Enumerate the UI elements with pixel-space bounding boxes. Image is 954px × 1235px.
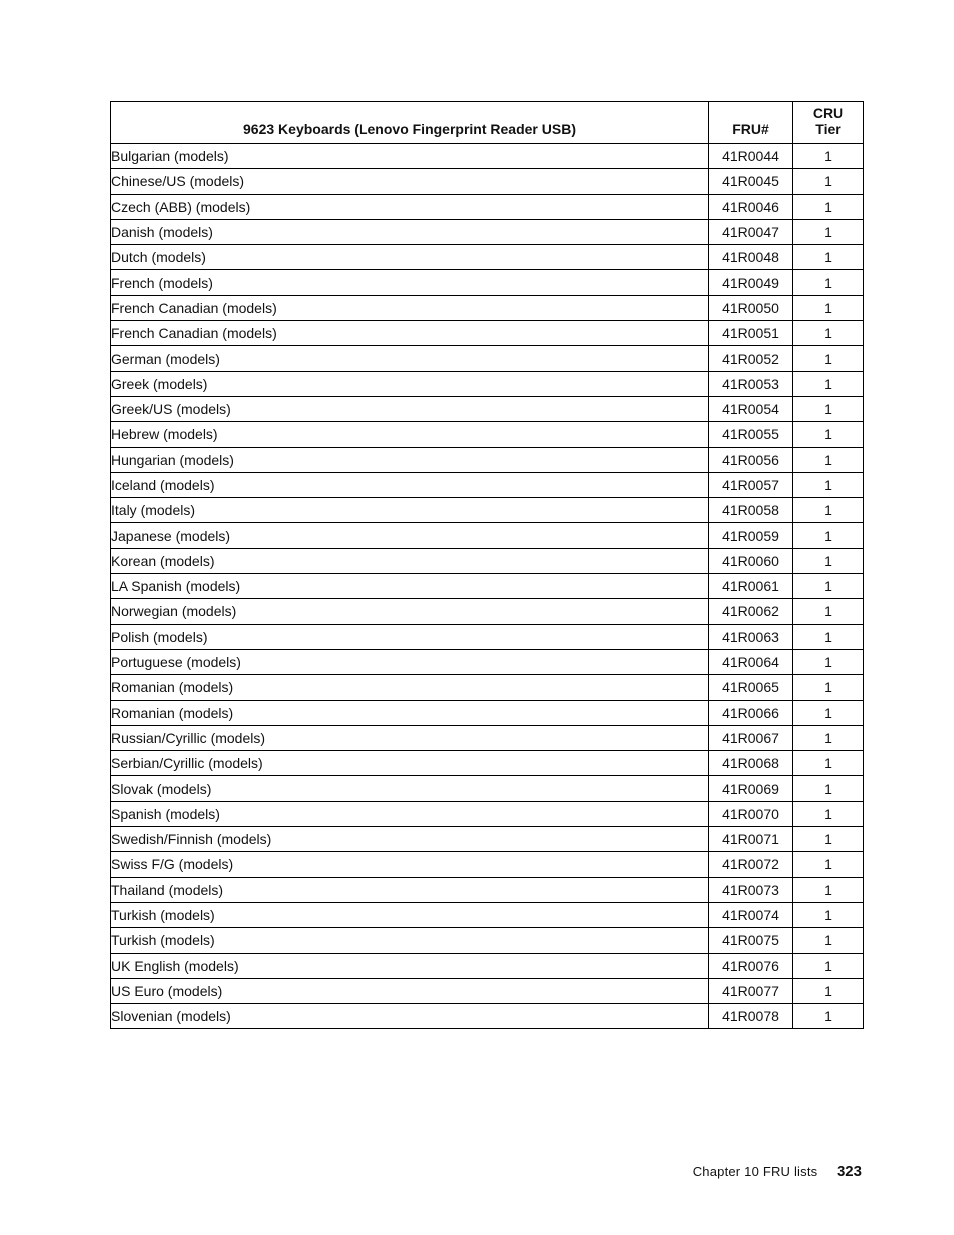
keyboard-name-cell: Slovenian (models): [111, 1004, 709, 1029]
fru-number-cell: 41R0071: [709, 827, 793, 852]
keyboard-name-cell: Russian/Cyrillic (models): [111, 725, 709, 750]
keyboard-name-cell: Bulgarian (models): [111, 144, 709, 169]
header-keyboard-name: 9623 Keyboards (Lenovo Fingerprint Reader USB): [111, 102, 709, 144]
fru-number-cell: 41R0057: [709, 472, 793, 497]
keyboard-name-cell: French Canadian (models): [111, 321, 709, 346]
table-row: [111, 270, 864, 295]
cru-tier-cell: 1: [793, 953, 864, 978]
table-row: [111, 675, 864, 700]
table-row: [111, 902, 864, 927]
cru-tier-cell: 1: [793, 978, 864, 1003]
fru-number-cell: 41R0055: [709, 422, 793, 447]
fru-number-cell: 41R0072: [709, 852, 793, 877]
cru-tier-cell: 1: [793, 169, 864, 194]
keyboard-name-cell: Thailand (models): [111, 877, 709, 902]
cru-tier-cell: 1: [793, 498, 864, 523]
cru-tier-cell: 1: [793, 599, 864, 624]
page-footer: [693, 1163, 862, 1180]
table-row: [111, 624, 864, 649]
fru-number-cell: 41R0045: [709, 169, 793, 194]
table-row: [111, 447, 864, 472]
fru-number-cell: 41R0069: [709, 776, 793, 801]
cru-tier-cell: 1: [793, 751, 864, 776]
table-row: [111, 144, 864, 169]
fru-number-cell: 41R0056: [709, 447, 793, 472]
fru-number-cell: 41R0046: [709, 194, 793, 219]
fru-number-cell: 41R0073: [709, 877, 793, 902]
keyboard-name-cell: German (models): [111, 346, 709, 371]
cru-tier-cell: 1: [793, 194, 864, 219]
table-row: [111, 194, 864, 219]
cru-tier-cell: 1: [793, 270, 864, 295]
keyboard-name-cell: Hebrew (models): [111, 422, 709, 447]
cru-tier-cell: 1: [793, 245, 864, 270]
keyboard-name-cell: French (models): [111, 270, 709, 295]
table-row: [111, 801, 864, 826]
fru-number-cell: 41R0047: [709, 219, 793, 244]
cru-tier-cell: 1: [793, 523, 864, 548]
cru-tier-cell: 1: [793, 725, 864, 750]
cru-tier-cell: 1: [793, 396, 864, 421]
cru-tier-cell: 1: [793, 877, 864, 902]
cru-tier-cell: 1: [793, 624, 864, 649]
table-row: [111, 700, 864, 725]
cru-tier-cell: 1: [793, 472, 864, 497]
keyboard-name-cell: Hungarian (models): [111, 447, 709, 472]
header-cru-tier-line1: CRU: [812, 105, 844, 121]
table-row: [111, 827, 864, 852]
cru-tier-cell: 1: [793, 548, 864, 573]
fru-number-cell: 41R0059: [709, 523, 793, 548]
fru-number-cell: 41R0060: [709, 548, 793, 573]
cru-tier-cell: 1: [793, 1004, 864, 1029]
fru-number-cell: 41R0061: [709, 574, 793, 599]
cru-tier-cell: 1: [793, 852, 864, 877]
page-number: 323: [836, 1163, 862, 1180]
fru-number-cell: 41R0049: [709, 270, 793, 295]
fru-number-cell: 41R0053: [709, 371, 793, 396]
cru-tier-cell: 1: [793, 574, 864, 599]
table-row: [111, 472, 864, 497]
fru-number-cell: 41R0070: [709, 801, 793, 826]
table-body: [111, 144, 864, 1029]
keyboard-name-cell: Iceland (models): [111, 472, 709, 497]
cru-tier-cell: 1: [793, 144, 864, 169]
cru-tier-cell: 1: [793, 675, 864, 700]
chapter-label: Chapter 10 FRU lists: [692, 1164, 818, 1179]
fru-number-cell: 41R0058: [709, 498, 793, 523]
fru-number-cell: 41R0048: [709, 245, 793, 270]
table-row: [111, 725, 864, 750]
keyboard-name-cell: Chinese/US (models): [111, 169, 709, 194]
fru-number-cell: 41R0066: [709, 700, 793, 725]
table-row: [111, 751, 864, 776]
fru-number-cell: 41R0068: [709, 751, 793, 776]
keyboard-name-cell: Korean (models): [111, 548, 709, 573]
keyboard-name-cell: Portuguese (models): [111, 649, 709, 674]
keyboard-name-cell: Greek (models): [111, 371, 709, 396]
table-row: [111, 649, 864, 674]
keyboard-name-cell: Italy (models): [111, 498, 709, 523]
keyboard-name-cell: Romanian (models): [111, 675, 709, 700]
table-row: [111, 928, 864, 953]
fru-number-cell: 41R0075: [709, 928, 793, 953]
fru-number-cell: 41R0067: [709, 725, 793, 750]
keyboard-name-cell: French Canadian (models): [111, 295, 709, 320]
fru-number-cell: 41R0077: [709, 978, 793, 1003]
table-row: [111, 978, 864, 1003]
header-cru-tier-line2: Tier: [815, 121, 841, 137]
keyboard-name-cell: Czech (ABB) (models): [111, 194, 709, 219]
cru-tier-cell: 1: [793, 776, 864, 801]
table-row: [111, 346, 864, 371]
fru-number-cell: 41R0074: [709, 902, 793, 927]
table-row: [111, 422, 864, 447]
cru-tier-cell: 1: [793, 295, 864, 320]
table-row: [111, 396, 864, 421]
fru-number-cell: 41R0078: [709, 1004, 793, 1029]
fru-number-cell: 41R0044: [709, 144, 793, 169]
fru-number-cell: 41R0050: [709, 295, 793, 320]
cru-tier-cell: 1: [793, 346, 864, 371]
keyboard-name-cell: US Euro (models): [111, 978, 709, 1003]
cru-tier-cell: 1: [793, 801, 864, 826]
keyboard-name-cell: Norwegian (models): [111, 599, 709, 624]
keyboard-name-cell: Dutch (models): [111, 245, 709, 270]
keyboard-name-cell: Turkish (models): [111, 928, 709, 953]
keyboard-name-cell: Danish (models): [111, 219, 709, 244]
table-header-row: [111, 102, 864, 144]
table-row: [111, 548, 864, 573]
fru-number-cell: 41R0065: [709, 675, 793, 700]
header-cru-tier: [793, 102, 864, 144]
table-row: [111, 371, 864, 396]
table-row: [111, 877, 864, 902]
table-row: [111, 1004, 864, 1029]
fru-number-cell: 41R0051: [709, 321, 793, 346]
cru-tier-cell: 1: [793, 827, 864, 852]
table-row: [111, 498, 864, 523]
keyboard-name-cell: Romanian (models): [111, 700, 709, 725]
table-row: [111, 953, 864, 978]
keyboard-name-cell: LA Spanish (models): [111, 574, 709, 599]
cru-tier-cell: 1: [793, 219, 864, 244]
table-row: [111, 245, 864, 270]
keyboard-name-cell: UK English (models): [111, 953, 709, 978]
table-row: [111, 295, 864, 320]
keyboard-name-cell: Turkish (models): [111, 902, 709, 927]
fru-number-cell: 41R0063: [709, 624, 793, 649]
fru-number-cell: 41R0064: [709, 649, 793, 674]
keyboard-name-cell: Swedish/Finnish (models): [111, 827, 709, 852]
table-row: [111, 219, 864, 244]
cru-tier-cell: 1: [793, 928, 864, 953]
keyboard-name-cell: Greek/US (models): [111, 396, 709, 421]
fru-table: [110, 101, 864, 1029]
keyboard-name-cell: Polish (models): [111, 624, 709, 649]
table-row: [111, 321, 864, 346]
fru-number-cell: 41R0052: [709, 346, 793, 371]
fru-number-cell: 41R0062: [709, 599, 793, 624]
cru-tier-cell: 1: [793, 700, 864, 725]
keyboard-name-cell: Serbian/Cyrillic (models): [111, 751, 709, 776]
table-row: [111, 852, 864, 877]
keyboard-name-cell: Japanese (models): [111, 523, 709, 548]
cru-tier-cell: 1: [793, 447, 864, 472]
table-row: [111, 776, 864, 801]
cru-tier-cell: 1: [793, 422, 864, 447]
fru-number-cell: 41R0054: [709, 396, 793, 421]
fru-number-cell: 41R0076: [709, 953, 793, 978]
cru-tier-cell: 1: [793, 649, 864, 674]
table-row: [111, 169, 864, 194]
keyboard-name-cell: Slovak (models): [111, 776, 709, 801]
table-row: [111, 574, 864, 599]
keyboard-name-cell: Swiss F/G (models): [111, 852, 709, 877]
keyboard-name-cell: Spanish (models): [111, 801, 709, 826]
cru-tier-cell: 1: [793, 371, 864, 396]
table-row: [111, 599, 864, 624]
header-fru-number: FRU#: [709, 102, 793, 144]
table-row: [111, 523, 864, 548]
cru-tier-cell: 1: [793, 321, 864, 346]
cru-tier-cell: 1: [793, 902, 864, 927]
